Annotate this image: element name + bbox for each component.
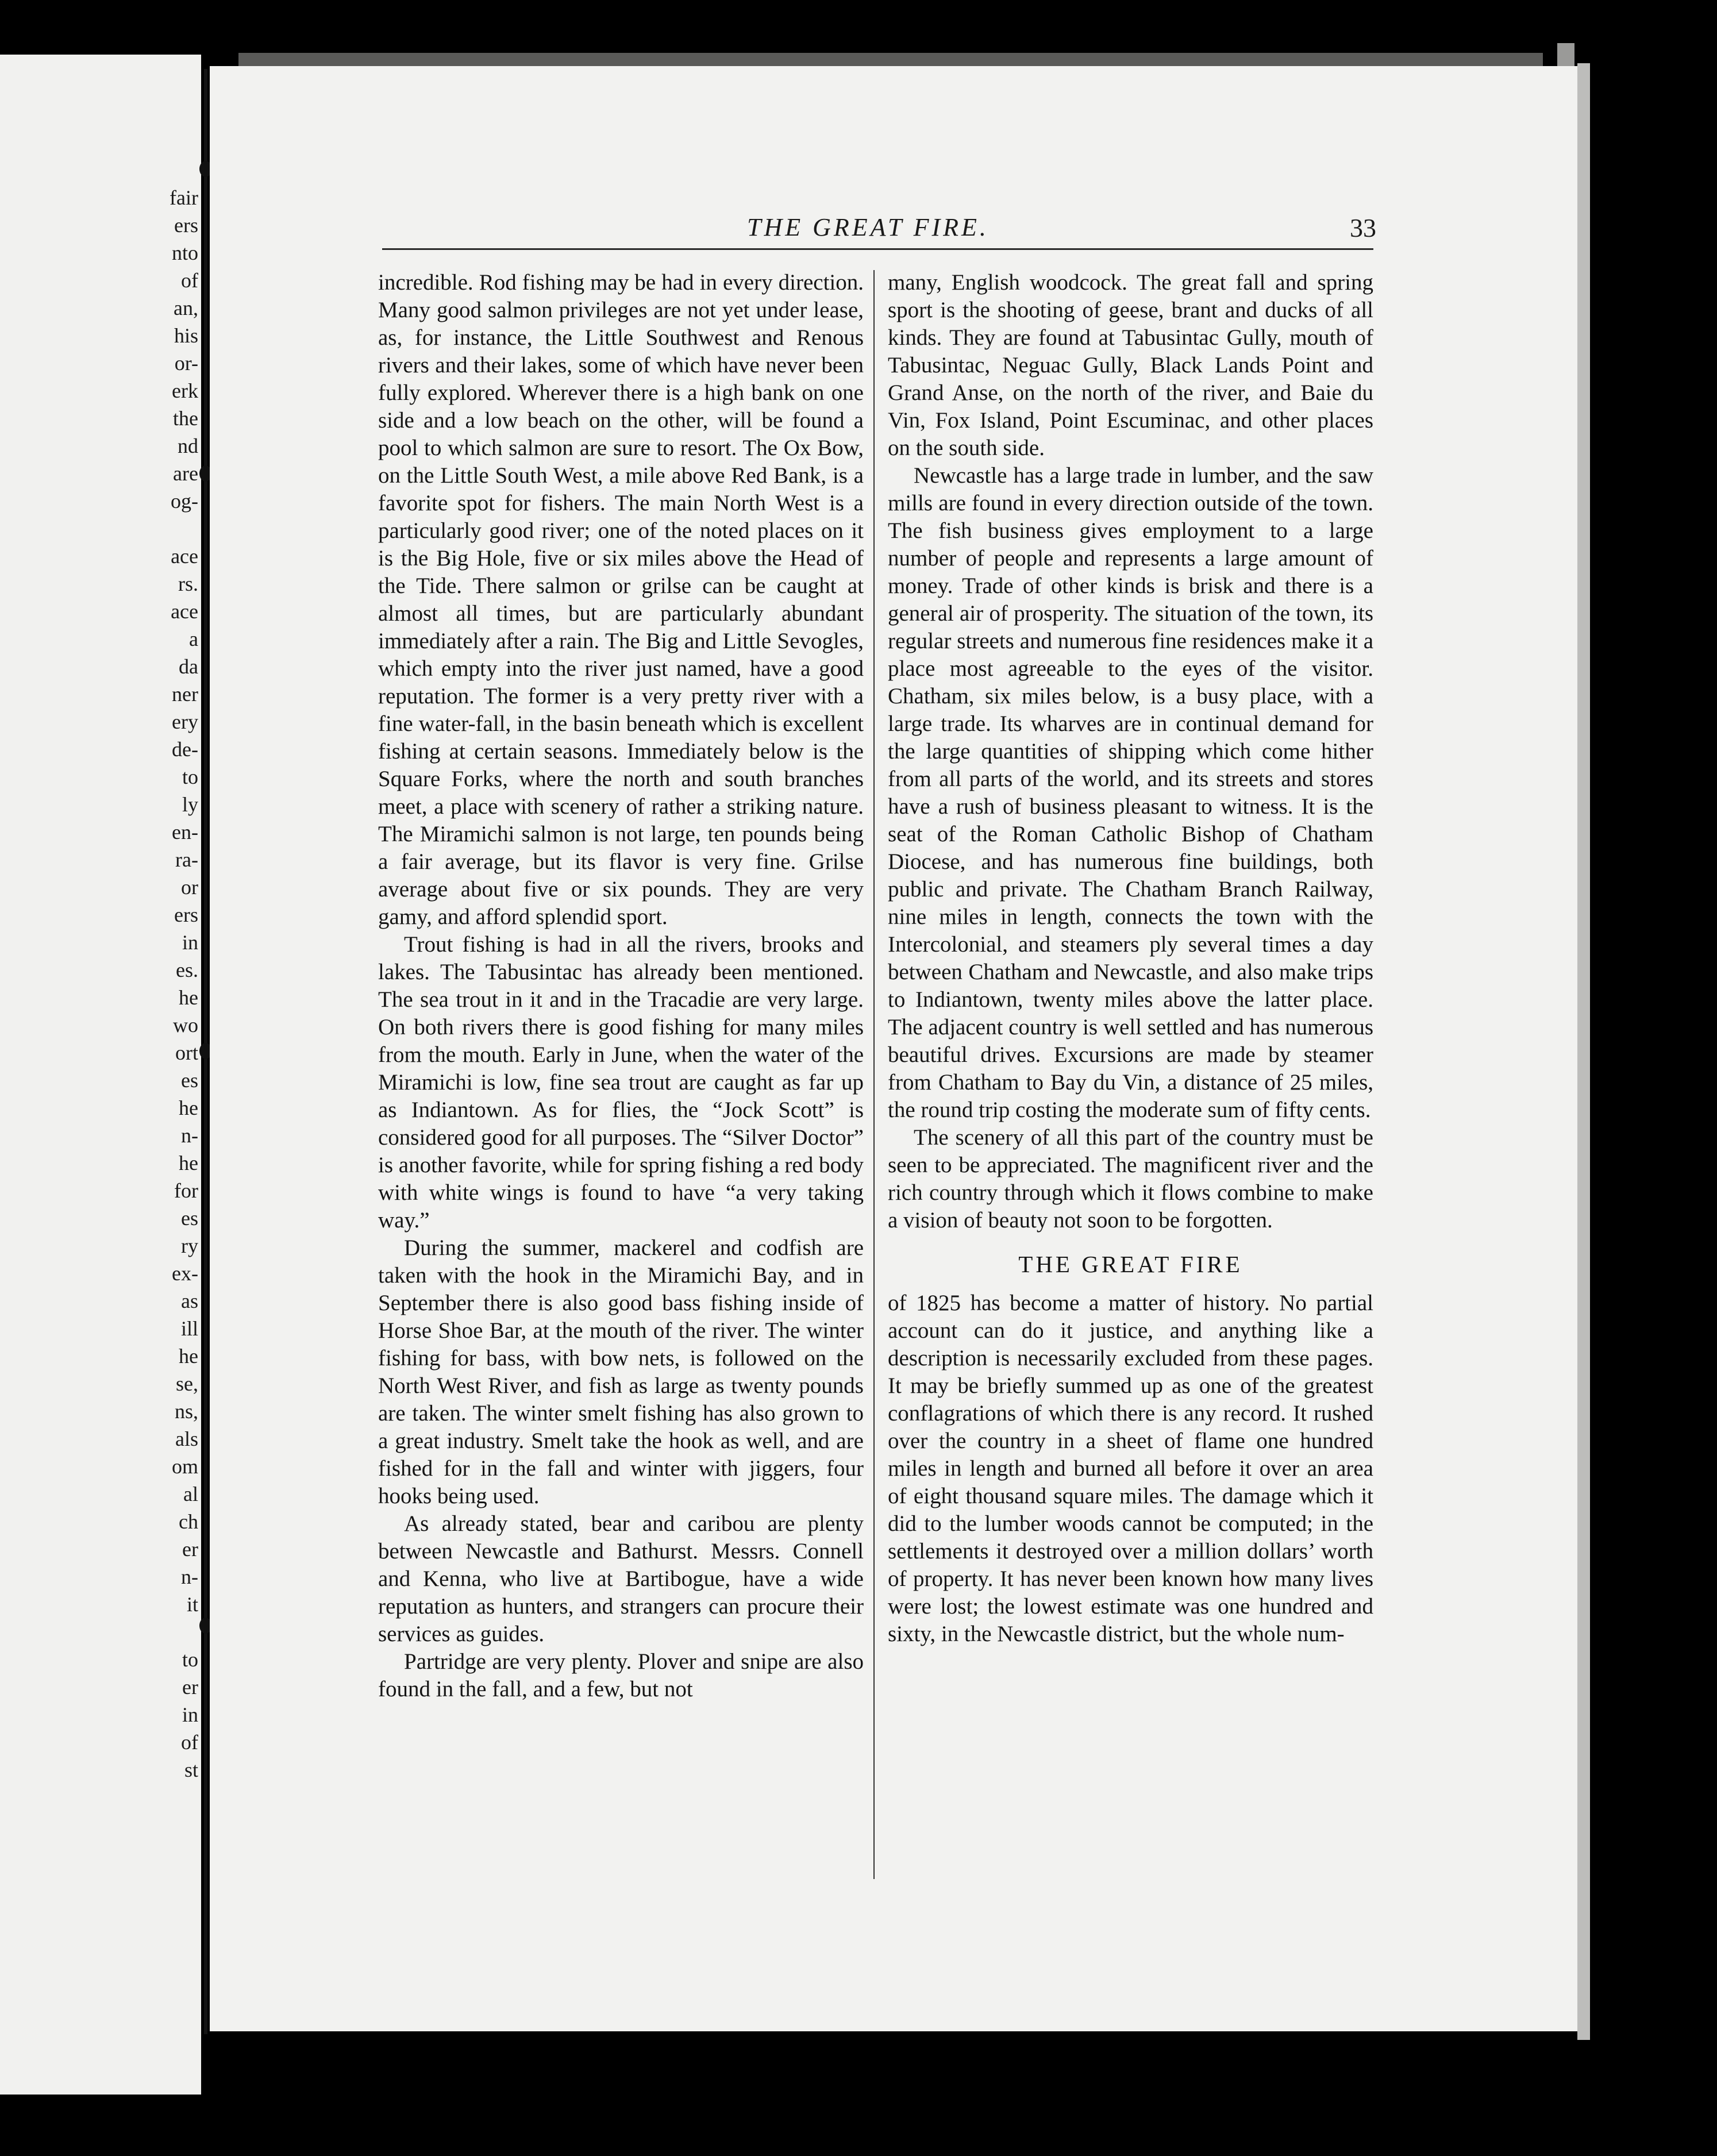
facing-page-line-fragment: ner: [172, 683, 198, 706]
facing-page-line-fragment: n-: [181, 1124, 198, 1147]
facing-page-line-fragment: ill: [180, 1317, 198, 1340]
facing-page-line-fragment: ace: [171, 600, 198, 623]
paragraph: incredible. Rod fishing may be had in every direction. Many good salmon privileges are not yet under lease, as, for instance, the Little Southwest and Renous rivers and their lakes, some of which have never been fully explored. Wherever there is a high bank on one side and a low beach on the other, will be found a pool to which salmon are sure to resort. The Ox Bow, on the Little South West, a mile above Red Bank, is a favorite spot for fishers. The main North West is a particularly good river; one of the noted places on it is the Big Hole, five or six miles above the Head of the Tide. There salmon or grilse can be caught at almost all times, but are particularly abundant immediately after a rain. The Big and Little Sevogles, which empty into the river just named, have a good reputation. The former is a very pretty river with a fine water-fall, in the basin beneath which is excellent fishing at certain seasons. Immediately below is the Square Forks, where the north and south branches meet, a place with scenery of rather a striking nature. The Miramichi salmon is not large, ten pounds being a fair average, but its flavor is very fine. Grilse average about five or six pounds. They are very gamy, and afford splendid sport.: [378, 270, 864, 929]
paragraph: During the summer, mackerel and codfish are taken with the hook in the Miramichi Bay, and in September there is also good bass fishing inside of Horse Shoe Bar, at the mouth of the river. The winter fishing for bass, with bow nets, is followed on the North West River, and fish as large as twenty pounds are taken. The winter smelt fishing has also grown to a great industry. Smelt take the hook as well, and are fished for in the fall and winter with jiggers, four hooks being used.: [378, 1235, 864, 1508]
facing-page-line-fragment: da: [179, 655, 198, 678]
facing-page-line-fragment: al: [183, 1483, 198, 1506]
facing-page-line-fragment: as: [181, 1289, 198, 1312]
facing-page-line-fragment: an,: [174, 297, 198, 319]
facing-page-line-fragment: to: [182, 765, 198, 788]
facing-page-line-fragment: nto: [171, 241, 198, 264]
facing-page-line-fragment: er: [182, 1538, 198, 1561]
facing-page-line-fragment: es.: [176, 958, 198, 981]
facing-page-line-fragment: ery: [172, 710, 198, 733]
facing-page-line-fragment: he: [179, 1096, 198, 1119]
paragraph: As already stated, bear and caribou are plenty between Newcastle and Bathurst. Messrs. Connell and Kenna, who live at Bartibogue, have a wide reputation as hunters, and strangers can procure their services as guides.: [378, 1511, 864, 1646]
facing-page-line-fragment: of: [181, 1731, 198, 1754]
facing-page-line-fragment: to: [182, 1648, 198, 1671]
facing-page-line-fragment: es: [181, 1207, 198, 1230]
facing-page-line-fragment: ra-: [175, 848, 198, 871]
facing-page-line-fragment: es: [181, 1069, 198, 1092]
facing-page-line-fragment: ch: [179, 1510, 198, 1533]
paragraph: The scenery of all this part of the country must be seen to be appreciated. The magnificent river and the rich country through which it flows combine to make a vision of beauty not soon to be forgotten.: [888, 1125, 1373, 1233]
gutter-binding: [204, 69, 207, 2034]
facing-page-line-fragment: he: [179, 1345, 198, 1368]
facing-page-line-fragment: wo: [173, 1014, 198, 1037]
facing-page-line-fragment: the: [173, 407, 198, 430]
facing-page-line-fragment: als: [175, 1427, 198, 1450]
facing-page-line-fragment: fair: [170, 186, 198, 209]
section-heading: THE GREAT FIRE: [1018, 1251, 1243, 1277]
facing-page-line-fragment: nd: [178, 434, 198, 457]
header-rule: [382, 248, 1373, 250]
facing-page-line-fragment: of: [181, 269, 198, 292]
facing-page-line-fragment: he: [179, 1152, 198, 1175]
facing-page-line-fragment: ly: [182, 793, 198, 816]
facing-page-line-fragment: og-: [171, 490, 198, 513]
facing-page-line-fragment: om: [171, 1455, 198, 1478]
facing-page-line-fragment: he: [179, 986, 198, 1009]
facing-page-line-fragment: erk: [172, 379, 198, 402]
facing-page-line-fragment: a: [189, 627, 198, 650]
running-title: THE GREAT FIRE.: [747, 213, 989, 241]
paragraph: Trout fishing is had in all the rivers, brooks and lakes. The Tabusintac has already been mentioned. The sea trout in it and in the Tracadie are very large. On both rivers there is good fishing for many miles from the mouth. Early in June, when the water of the Miramichi is low, fine sea trout are caught as far up as Indiantown. As for flies, the “Jock Scott” is considered good for all purposes. The “Silver Doctor” is another favorite, while for spring fishing a red body with white wings is found to have “a very taking way.”: [378, 932, 864, 1233]
facing-page-line-fragment: ns,: [174, 1400, 198, 1423]
facing-page-line-fragment: ers: [174, 903, 198, 926]
facing-page-line-fragment: it: [186, 1593, 198, 1616]
facing-page-line-fragment: rs.: [178, 572, 198, 595]
facing-page-line-fragment: or: [181, 876, 198, 899]
facing-page-line-fragment: ers: [174, 214, 198, 237]
facing-page-line-fragment: for: [174, 1179, 198, 1202]
paragraph: Newcastle has a large trade in lumber, and the saw mills are found in every direction outside of the town. The fish business gives employment to a large number of people and represents a large amount of money. Trade of other kinds is brisk and there is a general air of prosperity. The situation of the town, its regular streets and numerous fine residences make it a place most agreeable to the eyes of the visitor. Chatham, six miles below, is a busy place, with a large trade. Its wharves are in continual demand for the large quantities of shipping which come hither from all parts of the world, and its streets and stores have a rush of business pleasant to witness. It is the seat of the Roman Catholic Bishop of Chatham Diocese, and has numerous fine buildings, both public and private. The Chatham Branch Railway, nine miles in length, connects the town with the Intercolonial, and steamers ply several times a day between Chatham and Newcastle, and also make trips to Indiantown, twenty miles above the latter place. The adjacent country is well settled and has numerous beautiful drives. Excursions are made by steamer from Chatham to Bay du Vin, a distance of 25 miles, the round trip costing the moderate sum of fifty cents.: [888, 463, 1373, 1122]
facing-page-line-fragment: in: [182, 931, 198, 954]
paragraph: many, English woodcock. The great fall and spring sport is the shooting of geese, brant and ducks of all kinds. They are found at Tabusintac Gully, mouth of Tabusintac, Neguac Gully, Black Lands Point and Grand Anse, on the north of the river, and Baie du Vin, Fox Island, Point Escuminac, and other places on the south side.: [888, 270, 1373, 460]
paragraph: of 1825 has become a matter of history. No partial account can do it justice, and anything like a description is necessarily excluded from these pages. It may be briefly summed up as one of the greatest conflagrations of which there is any record. It rushed over the country in a sheet of flame one hundred miles in length and burned all before it over an area of eight thousand square miles. The damage which it did to the lumber woods cannot be computed; in the settlements it destroyed over a million dollars’ worth of property. It has never been known how many lives were lost; the lowest estimate was one hundred and sixty, in the Newcastle district, but the whole num-: [888, 1291, 1373, 1646]
facing-page-line-fragment: en-: [172, 821, 198, 844]
facing-page-line-fragment: n-: [181, 1565, 198, 1588]
facing-page-line-fragment: er: [182, 1676, 198, 1699]
facing-page-line-fragment: se,: [176, 1372, 198, 1395]
facing-page-line-fragment: st: [184, 1758, 198, 1781]
facing-page-line-fragment: ex-: [172, 1262, 198, 1285]
paragraph: Partridge are very plenty. Plover and snipe are also found in the fall, and a few, but not: [378, 1649, 864, 1701]
facing-page-line-fragment: or-: [174, 352, 198, 375]
right-text-column: [888, 269, 1373, 1648]
page-edge-shadow: [1577, 63, 1590, 2040]
facing-page-line-fragment: ry: [181, 1234, 198, 1257]
facing-page-line-fragment: de-: [172, 738, 198, 761]
facing-page-line-fragment: are: [173, 462, 198, 485]
facing-page-line-fragment: his: [174, 324, 198, 347]
left-text-column: [378, 269, 864, 1703]
page-header: [747, 213, 1376, 247]
facing-page-line-fragment: in: [182, 1703, 198, 1726]
facing-page-fragment: [0, 55, 201, 2095]
column-divider: [873, 270, 875, 1879]
facing-page-line-fragment: ace: [171, 545, 198, 568]
page-number: 33: [1350, 213, 1376, 242]
facing-page-line-fragment: ort: [175, 1041, 198, 1064]
